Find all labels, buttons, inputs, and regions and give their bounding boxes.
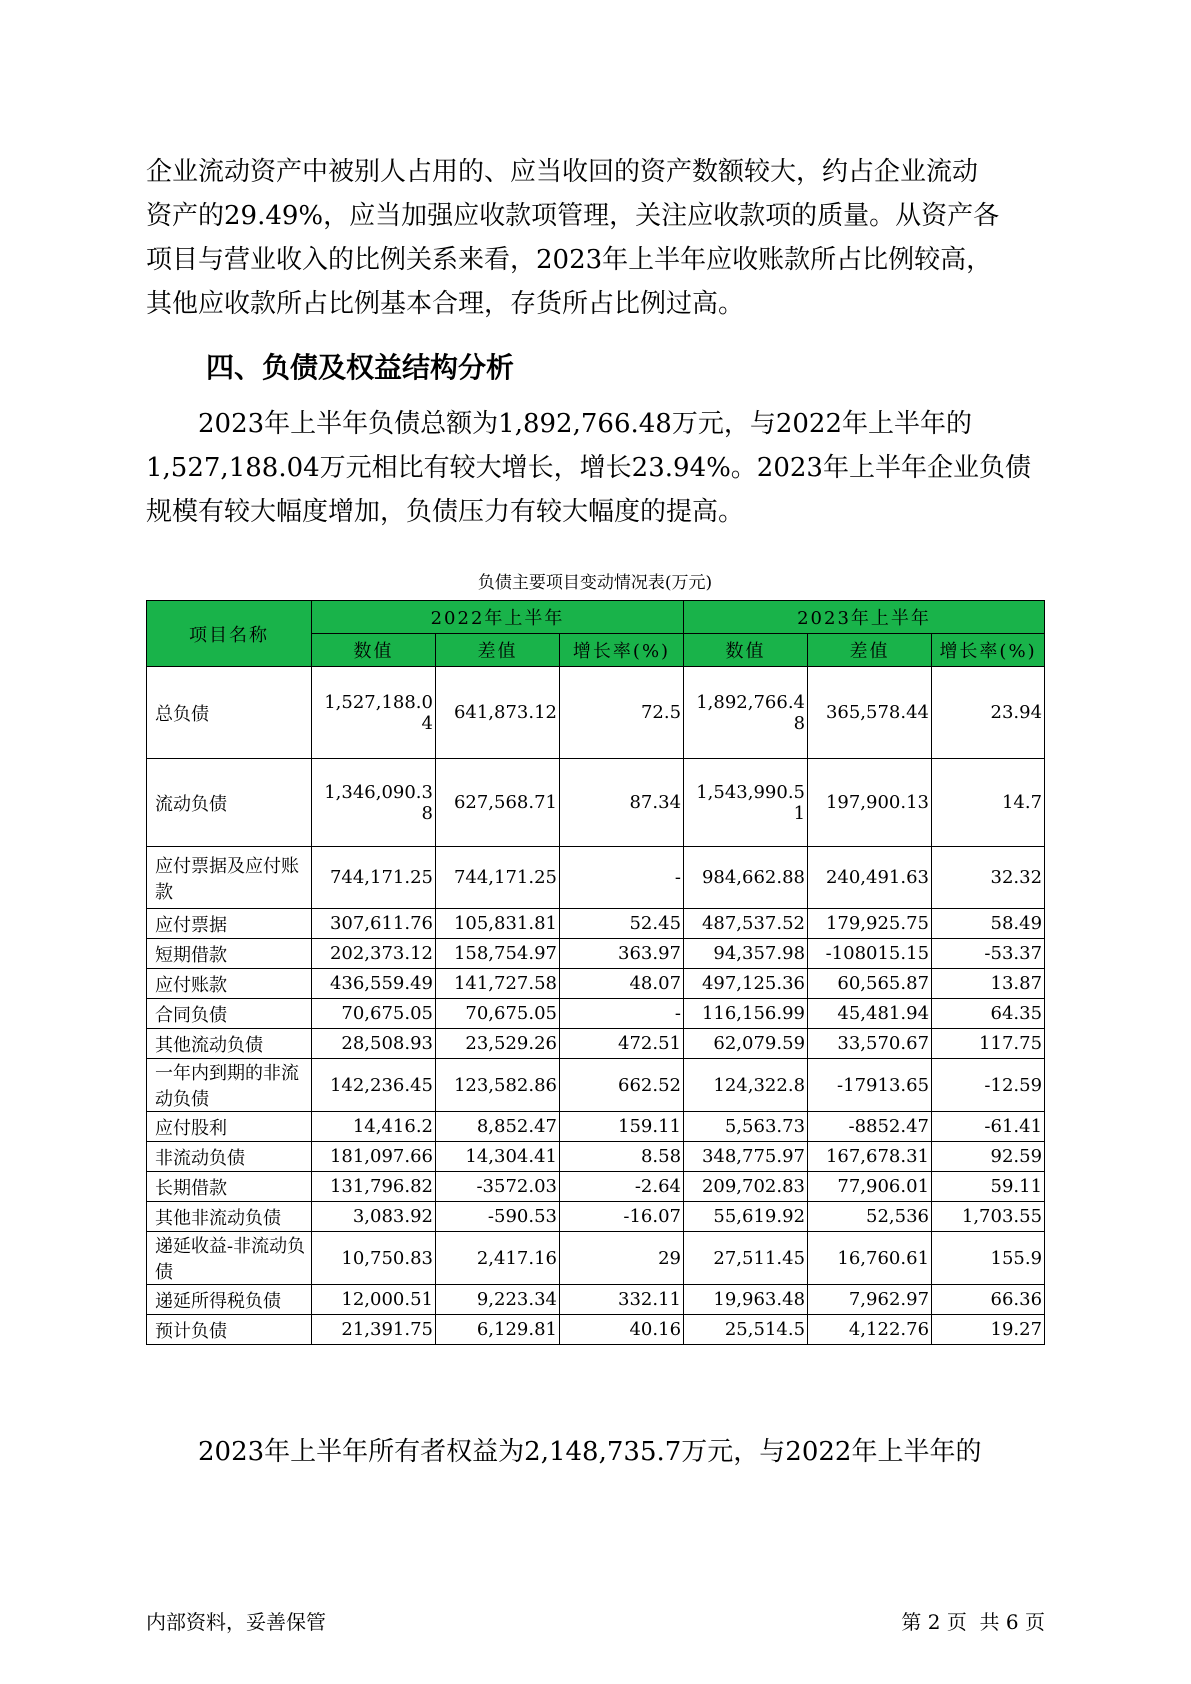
cell-d1: 158,754.97: [436, 939, 560, 969]
paragraph-line: 2023年上半年负债总额为1,892,766.48万元，与2022年上半年的: [198, 409, 973, 439]
table-row: [147, 847, 1045, 909]
cell-v2: 116,156.99: [684, 999, 808, 1029]
cell-v2: 487,537.52: [684, 909, 808, 939]
table-row: [147, 1315, 1045, 1345]
cell-d2: 240,491.63: [808, 847, 932, 909]
cell-v1: 3,083.92: [312, 1202, 436, 1232]
cell-r2: 64.35: [932, 999, 1045, 1029]
header-diff: 差值: [436, 634, 560, 667]
cell-v2: 124,322.8: [684, 1059, 808, 1112]
cell-d2: -108015.15: [808, 939, 932, 969]
table-row: [147, 1202, 1045, 1232]
cell-r1: 29: [560, 1232, 684, 1285]
cell-v2: 5,563.73: [684, 1112, 808, 1142]
cell-v2: 348,775.97: [684, 1142, 808, 1172]
cell-d1: 744,171.25: [436, 847, 560, 909]
cell-d1: 8,852.47: [436, 1112, 560, 1142]
cell-r1: -16.07: [560, 1202, 684, 1232]
table-row: [147, 759, 1045, 847]
cell-r2: -53.37: [932, 939, 1045, 969]
table-row: [147, 1029, 1045, 1059]
cell-r1: 40.16: [560, 1315, 684, 1345]
cell-d2: 52,536: [808, 1202, 932, 1232]
cell-r1: 363.97: [560, 939, 684, 969]
header-year-2023: 2023年上半年: [684, 601, 1045, 634]
cell-r1: 52.45: [560, 909, 684, 939]
cell-v1: 28,508.93: [312, 1029, 436, 1059]
row-item-name: 递延收益-非流动负债: [147, 1232, 312, 1285]
cell-d1: 641,873.12: [436, 667, 560, 759]
cell-d1: 2,417.16: [436, 1232, 560, 1285]
cell-d1: 141,727.58: [436, 969, 560, 999]
row-item-name: 预计负债: [147, 1315, 312, 1345]
table-row: [147, 909, 1045, 939]
cell-r2: 155.9: [932, 1232, 1045, 1285]
cell-d1: -3572.03: [436, 1172, 560, 1202]
cell-d1: 6,129.81: [436, 1315, 560, 1345]
cell-v1: 307,611.76: [312, 909, 436, 939]
paragraph-equity: [146, 1430, 1046, 1474]
cell-d2: 4,122.76: [808, 1315, 932, 1345]
row-item-name: 流动负债: [147, 759, 312, 847]
cell-r1: 159.11: [560, 1112, 684, 1142]
cell-r2: 59.11: [932, 1172, 1045, 1202]
row-item-name: 短期借款: [147, 939, 312, 969]
section-heading: 四、负债及权益结构分析: [206, 351, 515, 384]
row-item-name: 总负债: [147, 667, 312, 759]
header-growth: 增长率(%): [932, 634, 1045, 667]
row-item-name: 应付股利: [147, 1112, 312, 1142]
row-item-name: 合同负债: [147, 999, 312, 1029]
header-value: 数值: [312, 634, 436, 667]
cell-r1: 72.5: [560, 667, 684, 759]
table-row: [147, 999, 1045, 1029]
table-body: [147, 667, 1045, 1345]
cell-r1: 332.11: [560, 1285, 684, 1315]
cell-r2: -61.41: [932, 1112, 1045, 1142]
table-row: [147, 667, 1045, 759]
cell-v1: 14,416.2: [312, 1112, 436, 1142]
cell-r2: 32.32: [932, 847, 1045, 909]
cell-d1: 70,675.05: [436, 999, 560, 1029]
cell-v1: 744,171.25: [312, 847, 436, 909]
cell-v2: 1,892,766.48: [684, 667, 808, 759]
row-item-name: 其他非流动负债: [147, 1202, 312, 1232]
footer-page-number: 第 2 页 共 6 页: [901, 1610, 1045, 1634]
cell-v1: 142,236.45: [312, 1059, 436, 1112]
cell-r2: 1,703.55: [932, 1202, 1045, 1232]
cell-r2: 66.36: [932, 1285, 1045, 1315]
cell-r1: -2.64: [560, 1172, 684, 1202]
cell-r1: 472.51: [560, 1029, 684, 1059]
paragraph-line: 1,527,188.04万元相比有较大增长，增长23.94%。2023年上半年企业负债: [146, 453, 1031, 483]
row-item-name: 应付票据: [147, 909, 312, 939]
cell-r1: 8.58: [560, 1142, 684, 1172]
paragraph-line: 其他应收款所占比例基本合理，存货所占比例过高。: [146, 289, 745, 319]
cell-r2: 58.49: [932, 909, 1045, 939]
cell-v2: 94,357.98: [684, 939, 808, 969]
cell-d2: -8852.47: [808, 1112, 932, 1142]
table-row: [147, 969, 1045, 999]
row-item-name: 递延所得税负债: [147, 1285, 312, 1315]
cell-v1: 70,675.05: [312, 999, 436, 1029]
cell-v2: 55,619.92: [684, 1202, 808, 1232]
cell-r2: 117.75: [932, 1029, 1045, 1059]
table-row: [147, 1059, 1045, 1112]
cell-d2: 33,570.67: [808, 1029, 932, 1059]
cell-r2: 14.7: [932, 759, 1045, 847]
cell-v1: 12,000.51: [312, 1285, 436, 1315]
cell-v1: 131,796.82: [312, 1172, 436, 1202]
table-row: [147, 1142, 1045, 1172]
cell-d1: 9,223.34: [436, 1285, 560, 1315]
cell-v1: 1,346,090.38: [312, 759, 436, 847]
paragraph-line: 资产的29.49%，应当加强应收款项管理，关注应收款项的质量。从资产各: [146, 201, 1000, 231]
paragraph-line: 企业流动资产中被别人占用的、应当收回的资产数额较大，约占企业流动: [146, 157, 979, 187]
cell-d2: 167,678.31: [808, 1142, 932, 1172]
paragraph-debt-summary: [146, 402, 1046, 534]
row-item-name: 应付票据及应付账款: [147, 847, 312, 909]
cell-v2: 984,662.88: [684, 847, 808, 909]
cell-r2: 13.87: [932, 969, 1045, 999]
debt-table: [146, 600, 1045, 1345]
cell-r1: -: [560, 999, 684, 1029]
paragraph-line: 项目与营业收入的比例关系来看，2023年上半年应收账款所占比例较高，: [146, 245, 993, 275]
paragraph-receivables: [146, 150, 1046, 326]
paragraph-line: 规模有较大幅度增加，负债压力有较大幅度的提高。: [146, 497, 745, 527]
cell-v2: 27,511.45: [684, 1232, 808, 1285]
cell-v1: 21,391.75: [312, 1315, 436, 1345]
header-diff: 差值: [808, 634, 932, 667]
header-year-2022: 2022年上半年: [312, 601, 684, 634]
cell-v2: 209,702.83: [684, 1172, 808, 1202]
table-row: [147, 939, 1045, 969]
cell-r2: -12.59: [932, 1059, 1045, 1112]
cell-v1: 10,750.83: [312, 1232, 436, 1285]
cell-d2: 197,900.13: [808, 759, 932, 847]
cell-d2: -17913.65: [808, 1059, 932, 1112]
cell-d1: 14,304.41: [436, 1142, 560, 1172]
cell-v1: 202,373.12: [312, 939, 436, 969]
cell-r1: 48.07: [560, 969, 684, 999]
cell-r2: 19.27: [932, 1315, 1045, 1345]
cell-d1: 23,529.26: [436, 1029, 560, 1059]
cell-v2: 25,514.5: [684, 1315, 808, 1345]
footer-confidential-note: 内部资料，妥善保管: [146, 1610, 326, 1634]
cell-d1: 123,582.86: [436, 1059, 560, 1112]
cell-v2: 62,079.59: [684, 1029, 808, 1059]
cell-d2: 7,962.97: [808, 1285, 932, 1315]
table-row: [147, 1285, 1045, 1315]
cell-d2: 16,760.61: [808, 1232, 932, 1285]
cell-r1: -: [560, 847, 684, 909]
row-item-name: 应付账款: [147, 969, 312, 999]
cell-r1: 87.34: [560, 759, 684, 847]
cell-r2: 92.59: [932, 1142, 1045, 1172]
cell-d2: 77,906.01: [808, 1172, 932, 1202]
cell-d2: 179,925.75: [808, 909, 932, 939]
cell-d2: 45,481.94: [808, 999, 932, 1029]
cell-d1: -590.53: [436, 1202, 560, 1232]
paragraph-line: 2023年上半年所有者权益为2,148,735.7万元，与2022年上半年的: [198, 1437, 982, 1467]
cell-v2: 1,543,990.51: [684, 759, 808, 847]
cell-v2: 19,963.48: [684, 1285, 808, 1315]
cell-d2: 60,565.87: [808, 969, 932, 999]
table-row: [147, 1112, 1045, 1142]
cell-r1: 662.52: [560, 1059, 684, 1112]
cell-v2: 497,125.36: [684, 969, 808, 999]
cell-d1: 105,831.81: [436, 909, 560, 939]
table-row: [147, 1172, 1045, 1202]
row-item-name: 其他流动负债: [147, 1029, 312, 1059]
cell-v1: 436,559.49: [312, 969, 436, 999]
header-item-name: 项目名称: [147, 601, 312, 667]
table-row: [147, 1232, 1045, 1285]
cell-r2: 23.94: [932, 667, 1045, 759]
row-item-name: 一年内到期的非流动负债: [147, 1059, 312, 1112]
table-caption: 负债主要项目变动情况表(万元): [477, 573, 713, 593]
header-growth: 增长率(%): [560, 634, 684, 667]
cell-d1: 627,568.71: [436, 759, 560, 847]
cell-v1: 1,527,188.04: [312, 667, 436, 759]
cell-d2: 365,578.44: [808, 667, 932, 759]
row-item-name: 非流动负债: [147, 1142, 312, 1172]
row-item-name: 长期借款: [147, 1172, 312, 1202]
cell-v1: 181,097.66: [312, 1142, 436, 1172]
header-value: 数值: [684, 634, 808, 667]
